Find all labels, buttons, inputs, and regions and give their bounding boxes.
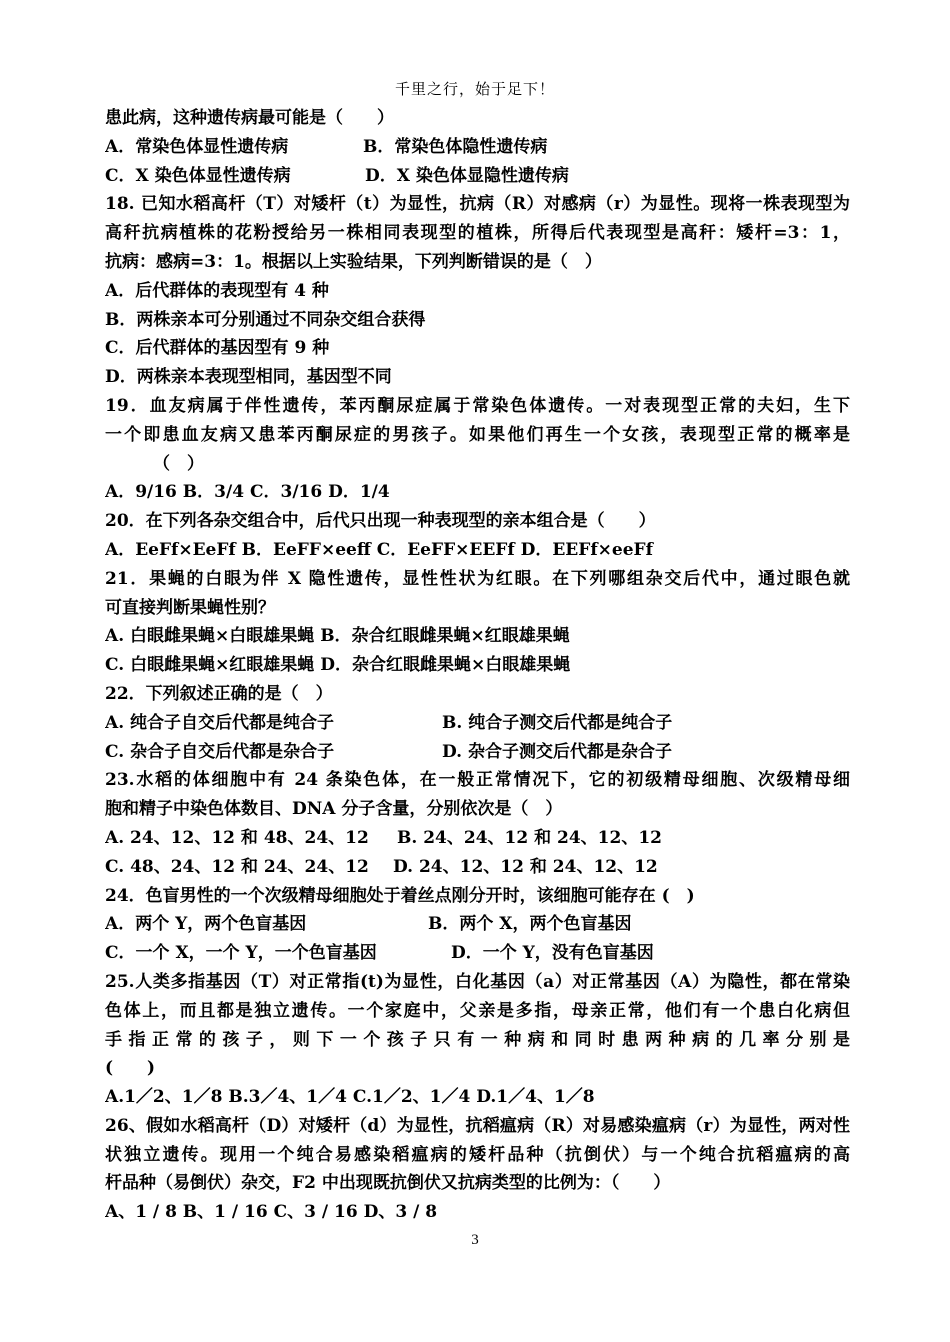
answer-bracket: ( ) (105, 1058, 156, 1079)
option-a: A. 纯合子自交后代都是纯合子 (105, 712, 335, 733)
option-row (105, 853, 850, 882)
option-d: D. 24、12、12 和 24、12、12 (393, 856, 658, 877)
option-c: C. 48、24、12 和 24、24、12 (105, 856, 369, 877)
question-24: 24．色盲男性的一个次级精母细胞处于着丝点刚分开时，该细胞可能存在 ( ) (105, 885, 695, 906)
option-c: C. 杂合子自交后代都是杂合子 (105, 741, 335, 762)
option-b: B. 纯合子测交后代都是纯合子 (442, 712, 673, 733)
text-line: 患此病，这种遗传病最可能是（ ） (105, 108, 394, 128)
option-row (105, 709, 850, 738)
option-b: B．常染色体隐性遗传病 (363, 136, 548, 157)
options-line: A．EeFf×EeFf B．EeFF×eeff C．EeFF×EEFf D．EEFf×eeFf (105, 539, 653, 560)
question-25: 25.人类多指基因（T）对正常指(t)为显性，白化基因（a）对正常基因（A）为隐性，都在常染 (105, 971, 850, 992)
option-row (105, 162, 850, 191)
option-b: B. 24、24、12 和 24、12、12 (397, 827, 662, 848)
options-line: C. 白眼雌果蝇×红眼雄果蝇 D．杂合红眼雌果蝇×白眼雄果蝇 (105, 655, 571, 676)
option-c: C．后代群体的基因型有 9 种 (105, 338, 330, 359)
options-line: A. 白眼雌果蝇×白眼雄果蝇 B．杂合红眼雌果蝇×红眼雄果蝇 (105, 626, 570, 647)
page-header: 千里之行，始于足下！ (394, 80, 555, 98)
text-line: 色体上，而且都是独立遗传。一个家庭中，父亲是多指，母亲正常，他们有一个患白化病但 (105, 1000, 850, 1021)
options-line: A、1 / 8 B、1 / 16 C、3 / 16 D、3 / 8 (105, 1202, 438, 1223)
option-row (105, 738, 850, 767)
text-line: 一个即患血友病又患苯丙酮尿症的男孩子。如果他们再生一个女孩，表现型正常的概率是 (105, 424, 850, 445)
option-c: C．X 染色体显性遗传病 (105, 165, 291, 186)
question-21: 21．果蝇的白眼为伴 X 隐性遗传，显性性状为红眼。在下列哪组杂交后代中，通过眼色就 (105, 568, 850, 589)
text-line: 可直接判断果蝇性别？ (105, 597, 275, 618)
question-19: 19．血友病属于伴性遗传，苯丙酮尿症属于常染色体遗传。一对表现型正常的夫妇，生下 (105, 395, 850, 416)
option-d: D．两株亲本表现型相同，基因型不同 (105, 367, 392, 388)
option-row (105, 939, 850, 968)
text-line: 高秆抗病植株的花粉授给另一株相同表现型的植株，所得后代表现型是高秆：矮杆=3：1， (105, 223, 850, 244)
question-23: 23.水稻的体细胞中有 24 条染色体，在一般正常情况下，它的初级精母细胞、次级精母细 (105, 770, 850, 791)
option-b: B．两株亲本可分别通过不同杂交组合获得 (105, 309, 426, 330)
question-20: 20．在下列各杂交组合中，后代只出现一种表现型的亲本组合是（ ） (105, 511, 656, 532)
question-18: 18. 已知水稻高杆（T）对矮杆（t）为显性，抗病（R）对感病（r）为显性。现将一株表现型为 (105, 194, 850, 215)
option-row (105, 824, 850, 853)
question-22: 22．下列叙述正确的是（ ） (105, 683, 333, 704)
option-c: C．一个 X，一个 Y，一个色盲基因 (105, 943, 377, 964)
option-d: D．X 染色体显隐性遗传病 (365, 165, 569, 186)
options-line: A．9/16 B．3/4 C．3/16 D．1/4 (105, 482, 390, 503)
text-line: 杆品种（易倒伏）杂交，F2 中出现既抗倒伏又抗病类型的比例为：（ ） (105, 1173, 671, 1194)
text-line: 状独立遗传。现用一个纯合易感染稻瘟病的矮杆品种（抗倒伏）与一个纯合抗稻瘟病的高 (105, 1144, 850, 1165)
option-a: A．后代群体的表现型有 4 种 (105, 280, 329, 301)
text-line: 胞和精子中染色体数目、DNA 分子含量，分别依次是（ ） (105, 799, 563, 820)
question-text (105, 104, 850, 1227)
answer-bracket: （ ） (153, 453, 204, 474)
option-d: D. 杂合子测交后代都是杂合子 (442, 741, 672, 762)
text-line: 抗病：感病=3：1。根据以上实验结果，下列判断错误的是（ ） (105, 251, 602, 272)
option-d: D．一个 Y，没有色盲基因 (451, 943, 654, 964)
options-line: A.1／2、1／8 B.3／4、1／4 C.1／2、1／4 D.1／4、1／8 (105, 1087, 595, 1108)
option-row (105, 910, 850, 939)
option-b: B．两个 X，两个色盲基因 (428, 914, 632, 935)
text-line: 手指正常的孩子，则下一个孩子只有一种病和同时患两种病的几率分别是 (105, 1029, 850, 1050)
option-a: A. 24、12、12 和 48、24、12 (105, 827, 369, 848)
page-number: 3 (471, 1232, 479, 1248)
option-a: A．常染色体显性遗传病 (105, 136, 289, 157)
option-row (105, 133, 850, 162)
question-26: 26、假如水稻高杆（D）对矮杆（d）为显性，抗稻瘟病（R）对易感染瘟病（r）为显性，两对性 (105, 1115, 850, 1136)
option-a: A．两个 Y，两个色盲基因 (105, 914, 307, 935)
